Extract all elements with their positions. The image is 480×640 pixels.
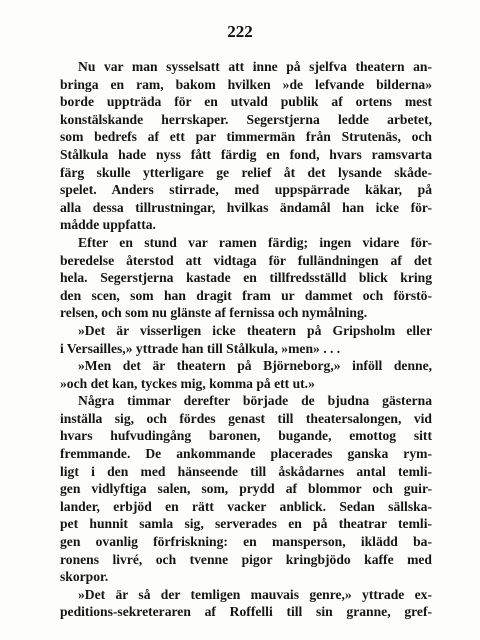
text-line: som bedrefs af ett par timmermän från Strutenäs, och xyxy=(60,129,432,145)
text-line: mådde uppfatta. xyxy=(60,217,156,233)
text-line: Några timmar derefter började de bjudna gästerna xyxy=(78,393,432,409)
paragraph xyxy=(60,234,432,322)
page-number: 222 xyxy=(227,22,253,41)
text-line: färg skulle ytterligare ge relief åt det lysande skåde- xyxy=(60,164,432,180)
paragraph xyxy=(60,322,432,357)
text-line: konstälskande herrskaper. Segerstjerna ledde arbetet, xyxy=(60,111,432,127)
text-line: gen ovanlig förfriskning: en mansperson, iklädd ba- xyxy=(60,534,432,550)
text-line: skorpor. xyxy=(60,569,109,585)
text-line: den scen, som han dragit fram ur dammet och förstö- xyxy=(60,287,432,303)
text-line: Stålkula hade nyss fått färdig en fond, hvars ramsvarta xyxy=(60,146,432,162)
paragraph xyxy=(60,586,432,621)
text-line: gen vidlyftiga salen, som, prydd af blommor och guir- xyxy=(60,481,432,497)
text-line: ligt i den med hänseende till åskådarnes antal temli- xyxy=(60,463,432,479)
text-line: »Men det är theatern på Björneborg,» inföll denne, xyxy=(78,358,432,374)
text-line: hvars hufvudingång baronen, bugande, emottog sitt xyxy=(60,428,432,444)
text-line: inställa sig, och fördes genast till theatersalongen, vid xyxy=(60,410,432,426)
text-line: Nu var man sysselsatt att inne på sjelfva theatern an- xyxy=(78,59,432,74)
text-line: bringa en ram, bakom hvilken »de lefvande bilderna» xyxy=(60,76,432,92)
text-line: i Versailles,» yttrade han till Stålkula, »men» . . . xyxy=(60,340,341,356)
paragraph xyxy=(60,357,432,392)
text-line: fremmande. De ankommande placerades ganska rym- xyxy=(60,446,432,462)
text-line: »och det kan, tyckes mig, komma på ett ut.» xyxy=(60,375,315,391)
text-line: beredelse återstod att vidtaga för fulländningen af det xyxy=(60,252,432,268)
text-line: borde uppträda för en utvald publik af ortens mest xyxy=(60,94,432,110)
text-line: hela. Segerstjerna kastade en tillfredsställd blick kring xyxy=(60,270,432,286)
text-line: lander, erbjöd en rätt vacker anblick. Sedan sällska- xyxy=(60,498,432,514)
text-line: peditions-sekreteraren af Roffelli till sin granne, gref- xyxy=(60,604,432,620)
body-text xyxy=(60,58,432,621)
text-line: spelet. Anders stirrade, med uppspärrade käkar, på xyxy=(60,182,432,198)
text-line: Efter en stund var ramen färdig; ingen vidare för- xyxy=(78,234,432,250)
text-line: »Det är så der temligen mauvais genre,» yttrade ex- xyxy=(78,586,432,602)
text-line: alla dessa tillrustningar, hvilkas ändamål han icke för- xyxy=(60,199,432,215)
paragraph xyxy=(60,58,432,234)
text-line: relsen, och som nu glänste af fernissa och nymålning. xyxy=(60,305,368,321)
paragraph xyxy=(60,392,432,586)
text-line: ronens livré, och tvenne pigor kringbjödo kaffe med xyxy=(60,551,432,567)
text-line: »Det är visserligen icke theatern på Gripsholm eller xyxy=(78,322,432,338)
text-line: pet hunnit samla sig, serverades en på theatrar temli- xyxy=(60,516,432,532)
